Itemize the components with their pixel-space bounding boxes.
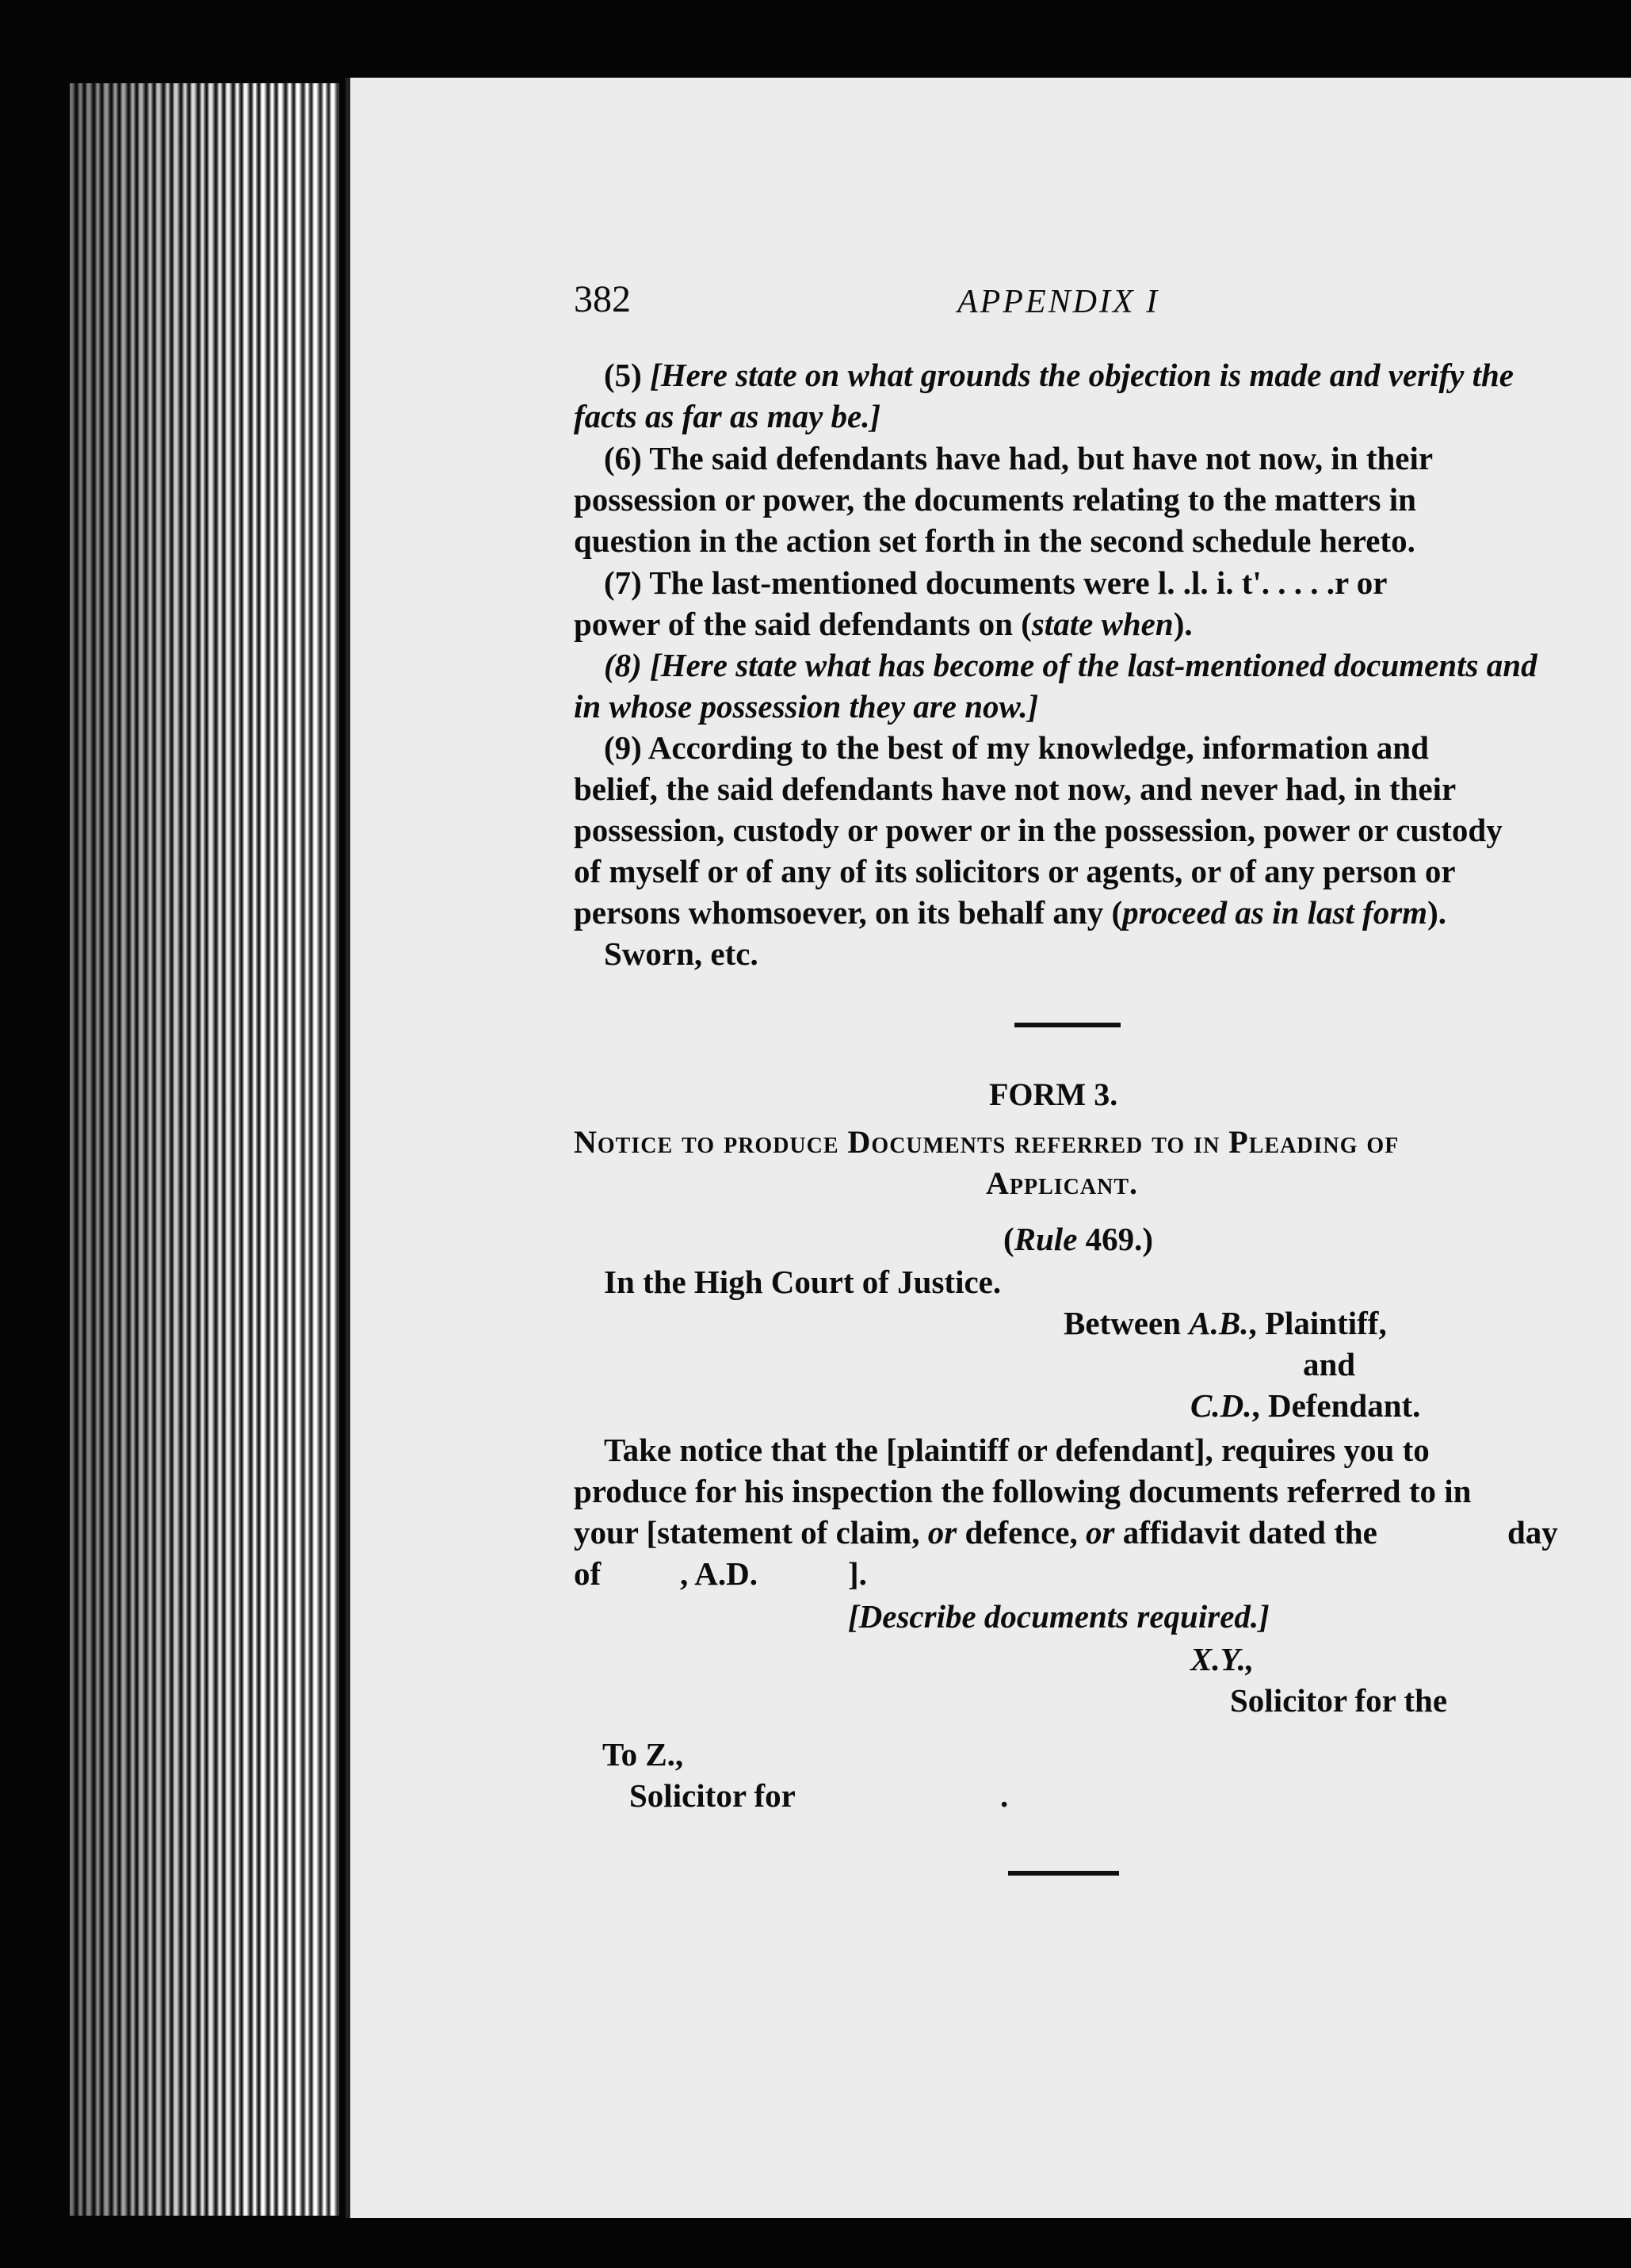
- paragraph-9-text: persons whomsoever, on its behalf any (: [574, 894, 1123, 931]
- paragraph-9-end: ).: [1427, 894, 1446, 931]
- sworn-line: Sworn, etc.: [604, 935, 758, 972]
- notice-line-3: [574, 1513, 1377, 1552]
- paragraph-8-line-2: in whose possession they are now.]: [574, 688, 1039, 725]
- section-divider-bottom: [1008, 1871, 1119, 1876]
- court-line: In the High Court of Justice.: [604, 1264, 1002, 1300]
- paragraph-9-italic: proceed as in last form: [1122, 894, 1428, 931]
- paragraph-6-line-3: question in the action set forth in the second schedule hereto.: [574, 522, 1415, 559]
- paragraph-9-line-2: belief, the said defendants have not now, and never had, in their: [574, 771, 1457, 807]
- paragraph-7-end: ).: [1173, 606, 1193, 642]
- form-heading-line-1: Notice to produce Documents referred to in Pleading of: [574, 1124, 1400, 1160]
- paragraph-9-line-5: [574, 893, 1446, 932]
- rule-ref-open: (: [1003, 1221, 1014, 1257]
- notice-day: day: [1507, 1514, 1558, 1551]
- book-page: [346, 78, 1631, 2218]
- solicitor-for: Solicitor for: [629, 1777, 796, 1814]
- defendant-name: C.D.: [1190, 1387, 1252, 1424]
- plaintiff-name: A.B.: [1189, 1305, 1249, 1341]
- paragraph-8-line-1: (8) [Here state what has become of the last-mentioned documents and: [604, 647, 1537, 683]
- paragraph-6-line-1: (6) The said defendants have had, but have not now, in their: [604, 440, 1434, 476]
- notice-or-2: or: [1086, 1514, 1115, 1551]
- paragraph-6-line-2: possession or power, the documents relating to the matters in: [574, 481, 1416, 518]
- paragraph-5-number: (5): [604, 357, 642, 393]
- notice-line-4-close: ].: [848, 1555, 867, 1592]
- solicitor-for-the: Solicitor for the: [1230, 1682, 1448, 1719]
- to-line: To Z.,: [602, 1736, 684, 1773]
- book-edge-shadow: [70, 83, 339, 2216]
- section-divider-top: [1014, 1023, 1121, 1027]
- notice-or-1: or: [927, 1514, 957, 1551]
- running-title: APPENDIX I: [957, 284, 1160, 320]
- paragraph-7-line-2: [574, 604, 1193, 644]
- signatory: X.Y.,: [1190, 1641, 1255, 1677]
- notice-line-4-of: of: [574, 1555, 602, 1592]
- notice-line-1: Take notice that the [plaintiff or defendant], requires you to: [604, 1432, 1430, 1468]
- describe-line: [Describe documents required.]: [848, 1598, 1270, 1635]
- notice-line-3-mid: defence,: [957, 1514, 1086, 1551]
- paragraph-9-line-1: (9) According to the best of my knowledge, information and: [604, 729, 1429, 766]
- notice-line-3-start: your [statement of claim,: [574, 1514, 928, 1551]
- between-line: [1064, 1303, 1387, 1343]
- defendant-line: [1190, 1386, 1420, 1425]
- notice-line-2: produce for his inspection the following documents referred to in: [574, 1473, 1472, 1509]
- notice-line-4-ad: , A.D.: [680, 1555, 758, 1592]
- form-heading-line-2: Applicant.: [986, 1165, 1139, 1201]
- paragraph-9-line-4: of myself or of any of its solicitors or agents, or of any person or: [574, 853, 1456, 889]
- rule-ref-end: 469.): [1077, 1221, 1154, 1257]
- paragraph-7-line-1: (7) The last-mentioned documents were l. .l. i. t'. . . . .r or: [604, 564, 1388, 601]
- page-number: 382: [574, 278, 631, 320]
- defendant-label: , Defendant.: [1251, 1387, 1421, 1424]
- between-text: Between: [1064, 1305, 1190, 1341]
- and-line: and: [1303, 1346, 1356, 1383]
- form-title: FORM 3.: [989, 1077, 1118, 1112]
- paragraph-5-line-2: facts as far as may be.]: [574, 398, 881, 434]
- plaintiff-label: , Plaintiff,: [1248, 1305, 1387, 1341]
- paragraph-7-text: power of the said defendants on (: [574, 606, 1032, 642]
- paragraph-5-italic: [Here state on what grounds the objection is made and verify the: [650, 357, 1514, 393]
- rule-ref-italic: Rule: [1014, 1221, 1078, 1257]
- solicitor-for-dot: .: [1000, 1777, 1009, 1814]
- paragraph-5-line-1: [604, 355, 1514, 395]
- paragraph-7-italic: state when: [1031, 606, 1174, 642]
- rule-reference: [1003, 1219, 1153, 1259]
- paragraph-9-line-3: possession, custody or power or in the possession, power or custody: [574, 812, 1503, 848]
- notice-line-3-end: affidavit dated the: [1114, 1514, 1377, 1551]
